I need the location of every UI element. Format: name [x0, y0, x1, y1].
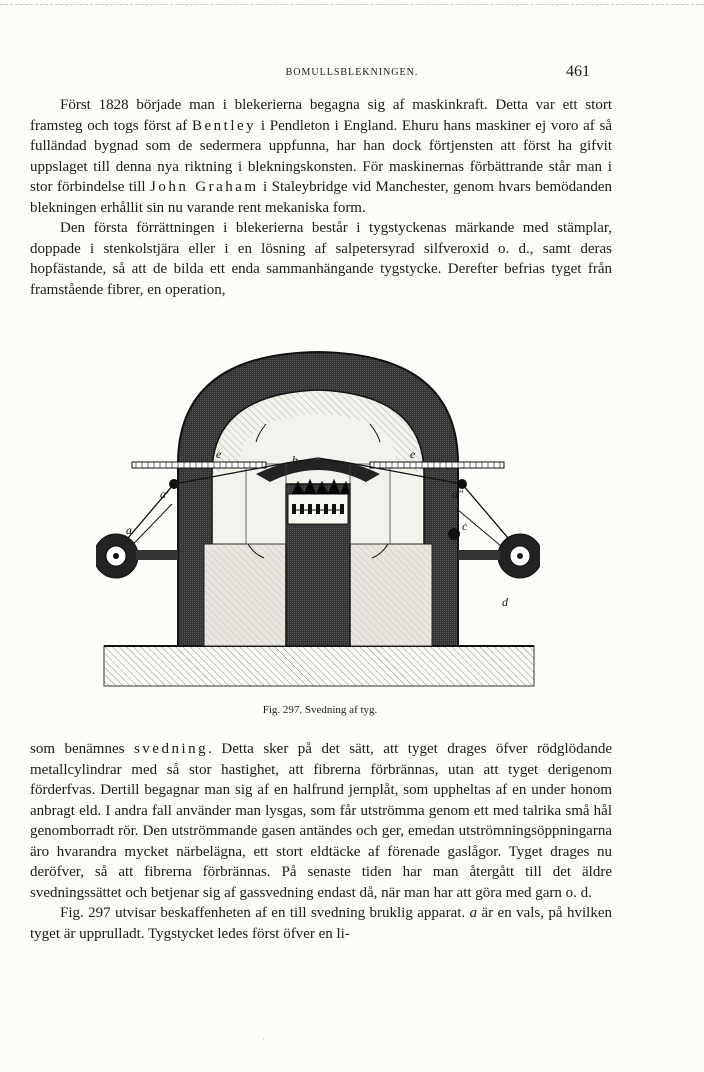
figure-297-illustration — [96, 334, 540, 714]
paragraph — [30, 903, 612, 944]
text-run: i Staleybridge vid Manchester, genom hvars bemödanden blekningen erhållit sin nu varande rent mekaniska form. — [30, 179, 612, 216]
spaced-name: John Graham — [150, 179, 259, 195]
roller-d-right — [458, 534, 540, 578]
label-b: b — [292, 453, 298, 467]
running-title: BOMULLSBLEKNINGEN. — [285, 67, 419, 78]
label-a-double: a" — [452, 487, 464, 501]
paragraph — [30, 739, 612, 903]
text-run: Fig. 297 utvisar beskaffenheten af en till svedning bruklig apparat. — [60, 905, 470, 921]
text-run: . Detta sker på det sätt, att tyget drages öfver rödglödande metallcylindrar med så stor hastighet, att fibrerna förbrännas, utan att tyget derigenom förderfvas. Dertill begagnar man sig af en halfrund jernplåt, som uppheltas af en under honom anbragt eld. I andra fall använder man lysgas, som får utströmma genom ett med talrika små hål genomborradt rör. Den utströmmande gasen antändes och ger, emedan utströmningsöppningarna äro hvarandra mycket närbelägna, ett stort eldtäcke af förenade gaslågor. Tyget drages nu deröfver, så att fibrerna förbrännas. På senaste tiden har man återgått till det äldre svedningssättet och betjenar sig af gassvedning endast då, när man har att göra med garn o. d. — [30, 741, 613, 901]
label-c: c — [462, 519, 468, 533]
label-a-prime: a' — [160, 487, 169, 501]
page-number: 461 — [566, 63, 590, 80]
top-scan-border — [0, 0, 704, 5]
figure-caption: Fig. 297. Svedning af tyg. — [262, 704, 378, 716]
spaced-name: svedning — [133, 741, 209, 757]
text-run: a — [469, 905, 478, 921]
paragraph — [30, 218, 612, 300]
body-text-bottom — [30, 739, 612, 944]
label-d: d — [502, 595, 508, 609]
spaced-name: Bentley — [192, 117, 257, 134]
label-e-left: e — [216, 447, 222, 461]
text-run: som benämnes — [30, 741, 134, 757]
ground-foundation — [104, 646, 534, 686]
text-run: i Pendleton i England. Ehuru hans maskiner ej voro af så fulländad bygnad som de sedermera uppfunna, har han dock förtjensten att först ha gifvit uppslaget till denna nya riktning i blekningskonsten. För maskinernas förbättrande står man i stor förbindelse till — [30, 117, 612, 195]
body-text-top — [30, 95, 612, 300]
label-a-left: a — [126, 523, 132, 537]
text-run: Först 1828 började man i blekerierna begagna sig af maskinkraft. Detta var ett stort framsteg och togs först af — [30, 97, 612, 134]
paragraph — [30, 95, 612, 218]
text-run: Den första förrättningen i blekerierna består i tygstyckenas märkande med stämplar, doppade i stenkolstjära eller i en lösning af salpetersyrad silfveroxid o. d., samt deras hopfästande, så att de bilda ett enda sammanhängande tygstycke. Derefter befrias tyget från framstående fibrer, en operation, — [30, 220, 612, 298]
text-run: är en vals, på hvilken tyget är upprulladt. Tygstycket ledes först öfver en li- — [30, 905, 612, 942]
scan-speck: · — [262, 1034, 265, 1044]
label-e-right: e — [410, 447, 416, 461]
